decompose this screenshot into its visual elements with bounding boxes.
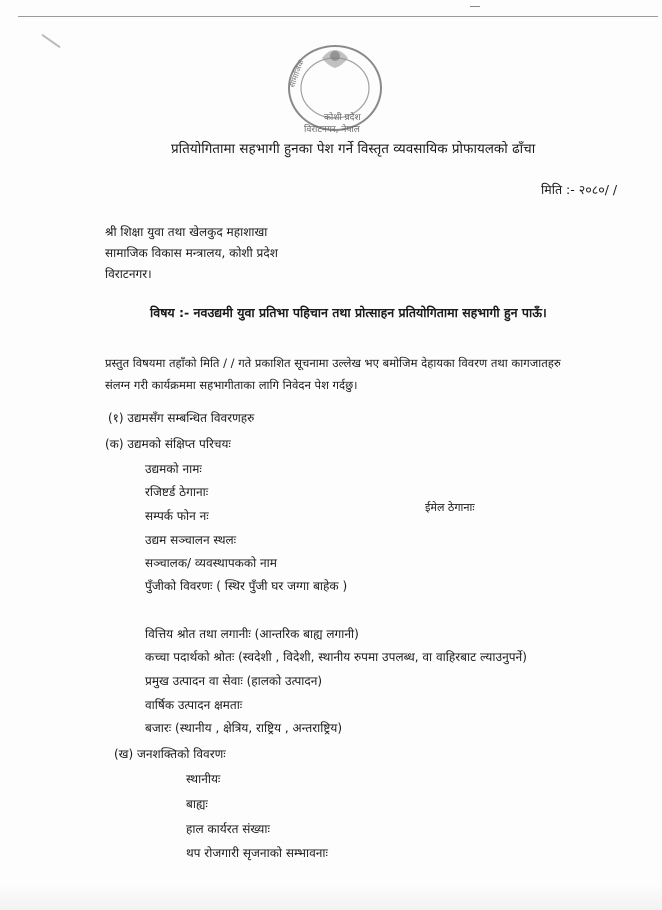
field-label-market: बजारः (स्थानीय , क्षेत्रिय, राष्ट्रिय , अन्तराष्ट्रिय) [145,721,343,735]
field-label-capital: पुँजीको विवरणः ( स्थिर पुँजी घर जग्गा बाहेक ) [145,579,348,593]
stamp-text: सामाजिक [287,58,306,89]
section-heading: (१) उद्यमसँग सम्बन्धित विवरणहरु [108,411,255,425]
field-label-capacity: वार्षिक उत्पादन क्षमताः [145,698,243,712]
scan-mark [470,6,480,7]
official-stamp [282,38,388,134]
subject-line: विषय :- नवउद्यमी युवा प्रतिभा पहिचान तथा प्रोत्साहन प्रतियोगितामा सहभागी हुन पाऊँ। [150,305,547,320]
section-heading: (ख) जनशक्तिको विवरणः [114,747,226,761]
field-label-raw-material: कच्चा पदार्थको श्रोतः (स्वदेशी , विदेशी, स्थानीय रुपमा उपलब्ध, वा वाहिरबाट ल्याउनुपर्ने) [145,650,527,664]
field-label-main-product: प्रमुख उत्पादन वा सेवाः (हालको उत्पादन) [145,674,323,688]
scan-bottom-edge [0,885,662,910]
body-paragraph-line: प्रस्तुत विषयमा तहाँको मिति / / गते प्रकाशित सूचनामा उल्लेख भए बमोजिम देहायका विवरण तथा कागजातहरु [105,356,561,370]
field-label-local-manpower: स्थानीयः [186,772,221,786]
field-label-external-manpower: बाह्यः [186,797,208,811]
section-heading: (क) उद्यमको संक्षिप्त परिचयः [105,437,231,451]
field-label-email: ईमेल ठेगानाः [425,501,475,514]
field-label-registered-address: रजिष्टर्ड ठेगानाः [145,485,209,499]
field-label-finance: वित्तिय श्रोत तथा लगानीः (आन्तरिक बाह्य लगानी) [145,627,359,641]
field-label-phone: सम्पर्क फोन नः [145,509,209,523]
address-line: श्री शिक्षा युवा तथा खेलकुद महाशाखा [105,225,268,239]
field-label-employment-potential: थप रोजगारी सृजनाको सम्भावनाः [186,846,328,860]
address-line: सामाजिक विकास मन्त्रालय, कोशी प्रदेश [105,246,278,260]
field-label-enterprise-name: उद्यमको नामः [145,462,202,476]
document-title: प्रतियोगितामा सहभागी हुनका पेश गर्ने विस्तृत व्यवसायिक प्रोफायलको ढाँचा [171,141,536,157]
field-label-operator: सञ्चालक/ व्यवस्थापकको नाम [145,556,277,570]
scan-mark [41,34,60,48]
field-label-current-staff: हाल कार्यरत संख्याः [186,822,270,836]
scan-edge-line [18,16,658,17]
date-line: मिति :- २०८०/ / [541,182,618,197]
field-label-operation-place: उद्यम सञ्चालन स्थलः [145,533,237,547]
stamp-text: कोशी प्रदेश [324,113,361,123]
address-line: विराटनगर। [105,267,152,281]
stamp-text: विराटनगर, नेपाल [304,125,360,134]
body-paragraph-line: संलग्न गरी कार्यक्रममा सहभागीताका लागि निवेदन पेश गर्दछु। [105,378,358,392]
